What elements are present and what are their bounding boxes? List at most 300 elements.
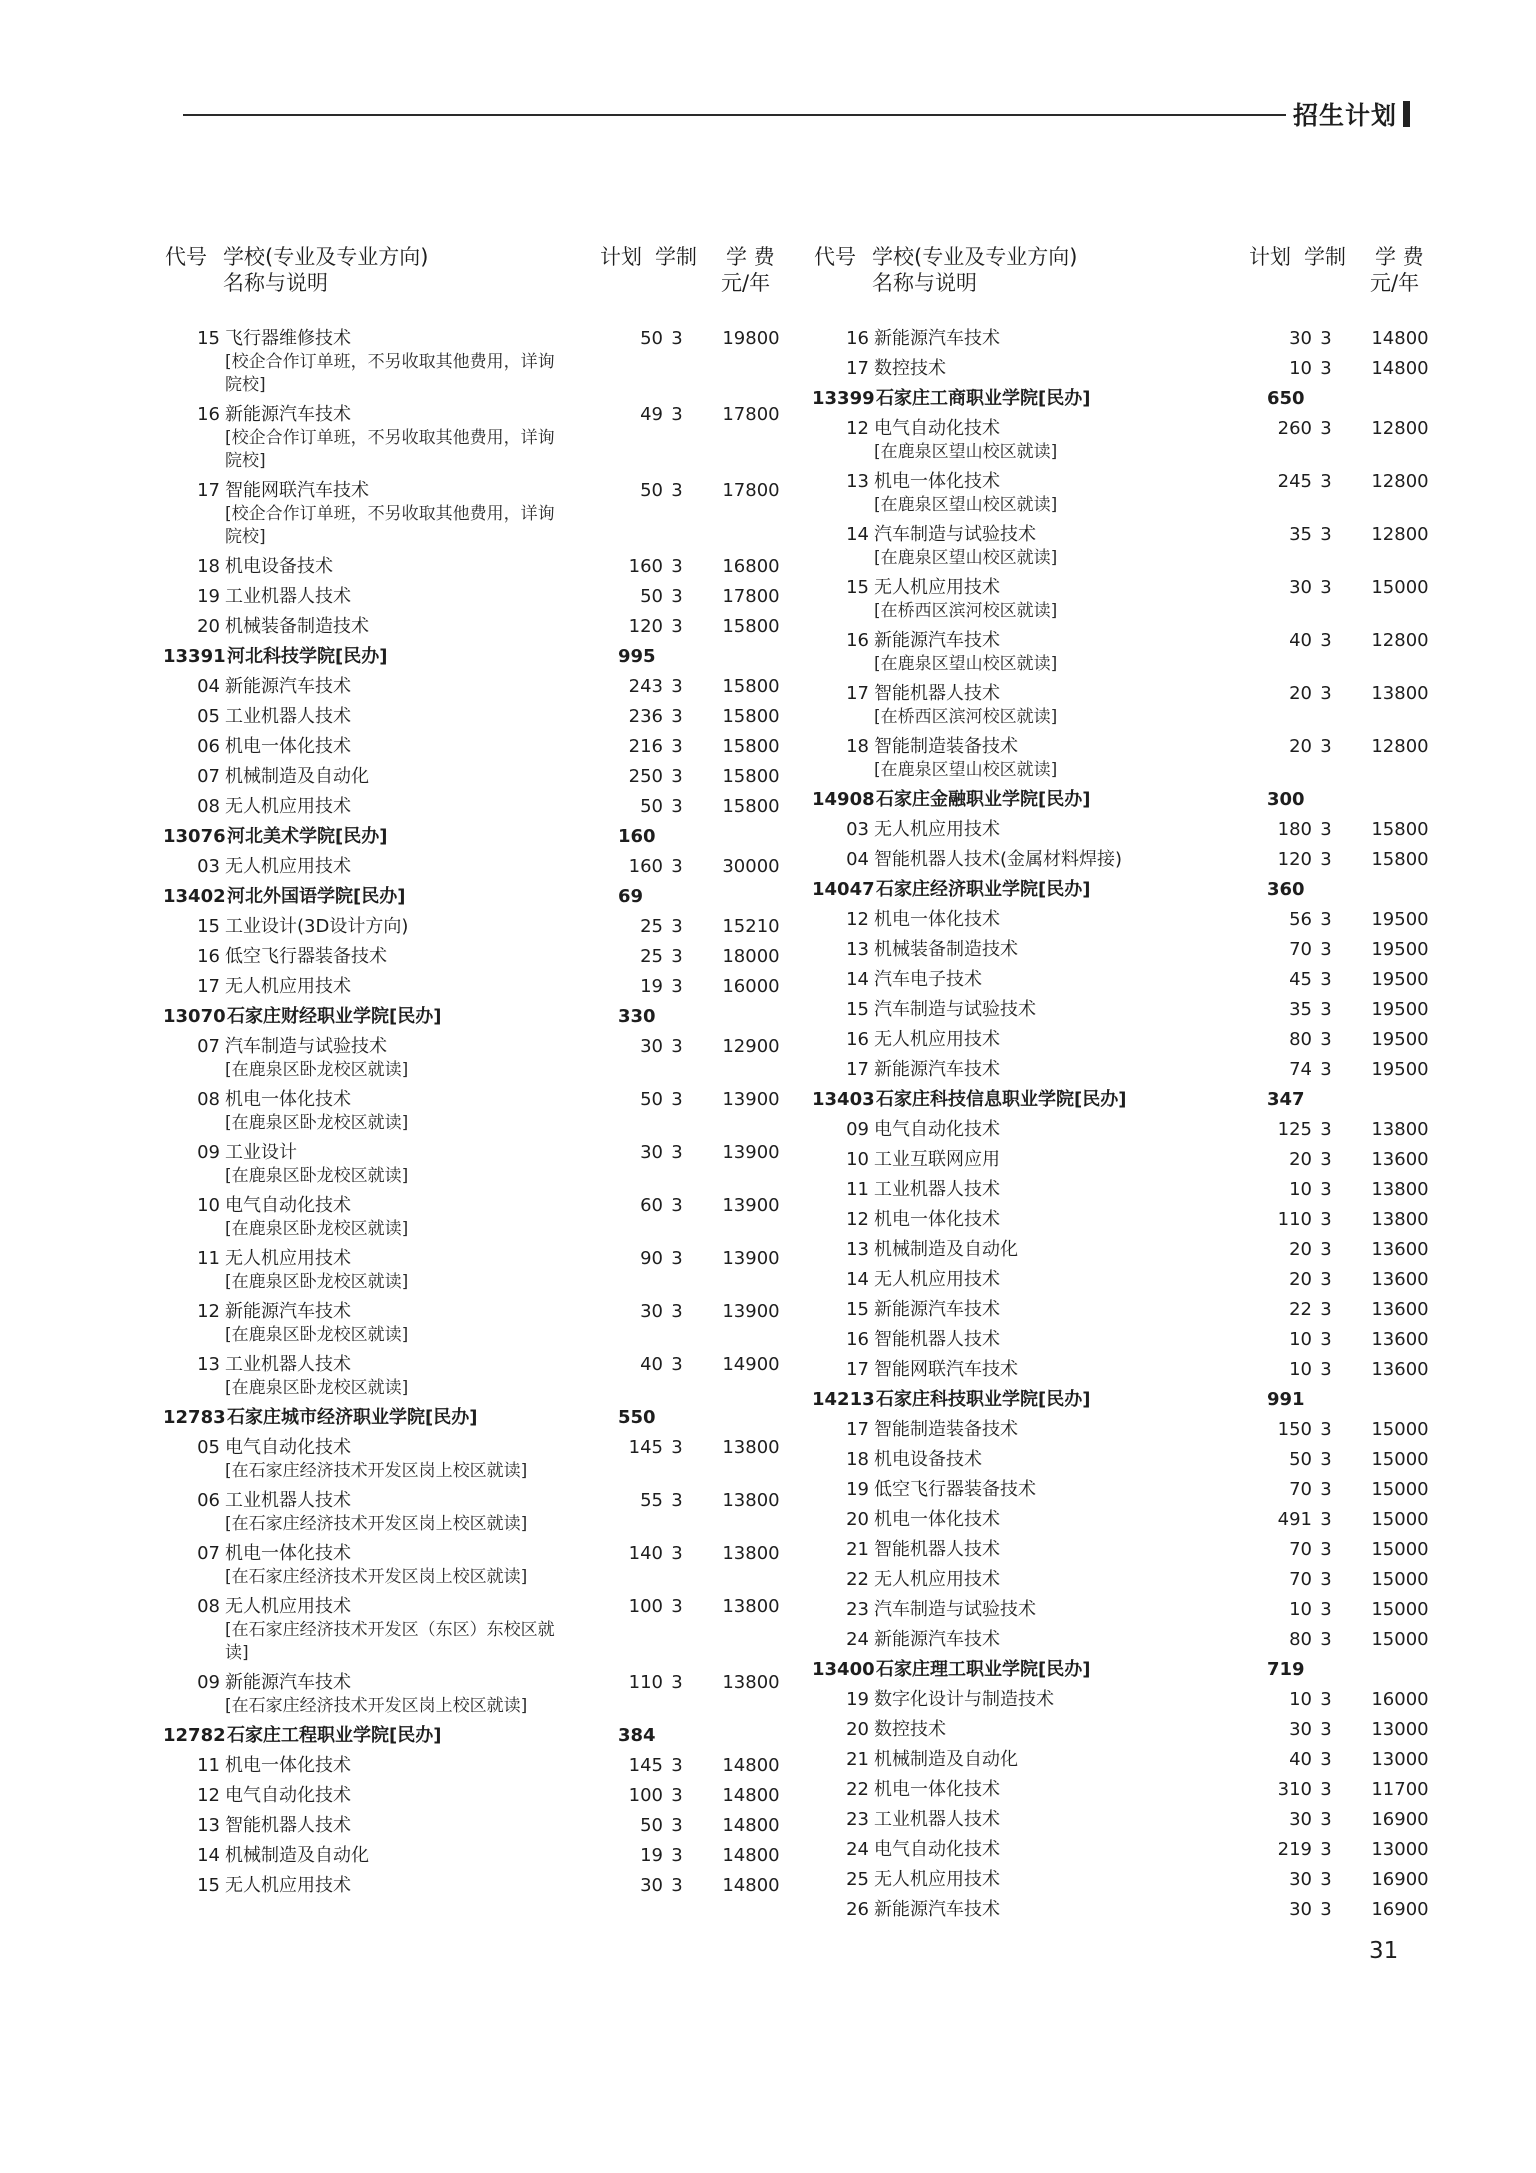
header-code: 代号 <box>165 245 207 269</box>
major-plan: 55 <box>640 1490 663 1511</box>
major-years: 3 <box>671 1596 683 1617</box>
major-row <box>812 324 1452 354</box>
major-fee: 14800 <box>1371 328 1429 349</box>
school-name: 石家庄城市经济职业学院[民办] <box>227 1407 478 1428</box>
major-fee: 14800 <box>722 1875 780 1896</box>
major-code: 21 <box>846 1749 869 1770</box>
school-row <box>163 882 803 912</box>
school-row <box>812 875 1452 905</box>
major-row <box>812 679 1452 709</box>
major-fee: 13800 <box>722 1437 780 1458</box>
major-fee: 19500 <box>1371 999 1429 1020</box>
major-name: 电气自动化技术 <box>874 1119 1000 1140</box>
major-name: 机电一体化技术 <box>874 1509 1000 1530</box>
major-code: 18 <box>197 556 220 577</box>
major-row <box>812 1505 1452 1535</box>
major-code: 14 <box>197 1845 220 1866</box>
major-row <box>812 995 1452 1025</box>
major-row <box>812 1115 1452 1145</box>
school-row <box>812 785 1452 815</box>
major-plan: 30 <box>1289 328 1312 349</box>
major-code: 15 <box>846 577 869 598</box>
major-years: 3 <box>1320 1449 1332 1470</box>
major-code: 15 <box>846 999 869 1020</box>
major-plan: 491 <box>1277 1509 1312 1530</box>
major-plan: 60 <box>640 1195 663 1216</box>
major-plan: 22 <box>1289 1299 1312 1320</box>
major-fee: 13600 <box>1371 1239 1429 1260</box>
major-row <box>812 1895 1452 1925</box>
school-name: 石家庄工程职业学院[民办] <box>227 1725 442 1746</box>
major-years: 3 <box>1320 1719 1332 1740</box>
major-note: [在鹿泉区望山校区就读] <box>874 442 1058 462</box>
major-row <box>163 1539 803 1569</box>
major-name: 电气自动化技术 <box>874 1839 1000 1860</box>
major-plan: 50 <box>1289 1449 1312 1470</box>
major-fee: 14800 <box>722 1785 780 1806</box>
major-fee: 17800 <box>722 404 780 425</box>
major-code: 05 <box>197 1437 220 1458</box>
school-code: 14213 <box>812 1389 875 1410</box>
major-plan: 70 <box>1289 1479 1312 1500</box>
header-fee: 学 费 <box>726 245 775 269</box>
major-row <box>163 1244 803 1274</box>
major-fee: 16000 <box>722 976 780 997</box>
school-code: 13070 <box>163 1006 226 1027</box>
major-name: 无人机应用技术 <box>874 577 1000 598</box>
header-years: 学制 <box>1304 245 1346 269</box>
major-row <box>163 1191 803 1221</box>
major-name: 电气自动化技术 <box>225 1785 351 1806</box>
major-fee: 16000 <box>1371 1689 1429 1710</box>
major-fee: 30000 <box>722 856 780 877</box>
major-row <box>812 845 1452 875</box>
major-plan: 70 <box>1289 1539 1312 1560</box>
major-fee: 15000 <box>1371 577 1429 598</box>
major-name: 电气自动化技术 <box>225 1437 351 1458</box>
major-name: 智能机器人技术 <box>874 683 1000 704</box>
major-fee: 13900 <box>722 1248 780 1269</box>
major-row <box>812 1715 1452 1745</box>
major-code: 15 <box>197 916 220 937</box>
major-plan: 74 <box>1289 1059 1312 1080</box>
school-code: 12782 <box>163 1725 226 1746</box>
major-years: 3 <box>1320 1119 1332 1140</box>
major-fee: 15000 <box>1371 1539 1429 1560</box>
major-note: [校企合作订单班，不另收取其他费用，详询院校] <box>225 352 555 395</box>
major-years: 3 <box>1320 1149 1332 1170</box>
major-plan: 10 <box>1289 1329 1312 1350</box>
major-name: 智能制造装备技术 <box>874 1419 1018 1440</box>
major-fee: 16900 <box>1371 1809 1429 1830</box>
school-plan: 719 <box>1267 1659 1305 1680</box>
major-code: 07 <box>197 1036 220 1057</box>
major-note: [在石家庄经济技术开发区岗上校区就读] <box>225 1514 528 1534</box>
major-row <box>812 1775 1452 1805</box>
major-name: 电气自动化技术 <box>225 1195 351 1216</box>
school-code: 12783 <box>163 1407 226 1428</box>
major-years: 3 <box>671 1036 683 1057</box>
major-code: 09 <box>197 1142 220 1163</box>
major-name: 无人机应用技术 <box>225 856 351 877</box>
major-plan: 50 <box>640 1815 663 1836</box>
major-fee: 13900 <box>722 1195 780 1216</box>
major-code: 15 <box>197 1875 220 1896</box>
major-code: 12 <box>197 1785 220 1806</box>
major-fee: 15800 <box>722 676 780 697</box>
major-row <box>812 1355 1452 1385</box>
section-bar <box>1403 101 1410 127</box>
major-years: 3 <box>671 480 683 501</box>
major-code: 16 <box>197 404 220 425</box>
major-row <box>812 1865 1452 1895</box>
major-code: 05 <box>197 706 220 727</box>
major-name: 机电一体化技术 <box>225 1089 351 1110</box>
school-name: 河北外国语学院[民办] <box>227 886 406 907</box>
major-years: 3 <box>671 1354 683 1375</box>
major-plan: 30 <box>640 1142 663 1163</box>
major-years: 3 <box>1320 849 1332 870</box>
major-years: 3 <box>671 1875 683 1896</box>
major-plan: 35 <box>1289 999 1312 1020</box>
major-plan: 120 <box>628 616 663 637</box>
major-years: 3 <box>1320 969 1332 990</box>
major-name: 智能机器人技术(金属材料焊接) <box>874 849 1123 870</box>
major-years: 3 <box>1320 1479 1332 1500</box>
major-plan: 145 <box>628 1755 663 1776</box>
major-code: 18 <box>846 736 869 757</box>
major-row <box>163 972 803 1002</box>
major-plan: 90 <box>640 1248 663 1269</box>
school-plan: 69 <box>618 886 644 907</box>
major-name: 汽车电子技术 <box>874 969 982 990</box>
major-name: 机械装备制造技术 <box>874 939 1018 960</box>
major-years: 3 <box>1320 1689 1332 1710</box>
major-name: 机械制造及自动化 <box>874 1749 1018 1770</box>
major-code: 13 <box>846 939 869 960</box>
major-years: 3 <box>1320 1179 1332 1200</box>
major-code: 18 <box>846 1449 869 1470</box>
major-fee: 12800 <box>1371 736 1429 757</box>
major-name: 新能源汽车技术 <box>874 630 1000 651</box>
major-fee: 19500 <box>1371 1059 1429 1080</box>
major-fee: 13800 <box>1371 1179 1429 1200</box>
school-code: 13403 <box>812 1089 875 1110</box>
major-years: 3 <box>1320 939 1332 960</box>
major-years: 3 <box>1320 1569 1332 1590</box>
major-name: 智能网联汽车技术 <box>225 480 369 501</box>
major-code: 11 <box>846 1179 869 1200</box>
major-plan: 20 <box>1289 1239 1312 1260</box>
major-years: 3 <box>1320 418 1332 439</box>
major-note: [校企合作订单班，不另收取其他费用，详询院校] <box>225 428 555 471</box>
major-row <box>812 1235 1452 1265</box>
major-row <box>812 1205 1452 1235</box>
major-note: [在石家庄经济技术开发区岗上校区就读] <box>225 1696 528 1716</box>
major-plan: 10 <box>1289 1689 1312 1710</box>
major-note: [在鹿泉区卧龙校区就读] <box>225 1272 409 1292</box>
major-fee: 15800 <box>722 706 780 727</box>
major-fee: 19500 <box>1371 1029 1429 1050</box>
major-row <box>163 324 803 354</box>
major-name: 新能源汽车技术 <box>225 404 351 425</box>
major-name: 新能源汽车技术 <box>225 1672 351 1693</box>
major-name: 机电一体化技术 <box>874 1209 1000 1230</box>
major-code: 14 <box>846 524 869 545</box>
major-code: 13 <box>197 1815 220 1836</box>
major-fee: 15000 <box>1371 1509 1429 1530</box>
major-row <box>163 1592 803 1622</box>
major-years: 3 <box>1320 1509 1332 1530</box>
major-plan: 56 <box>1289 909 1312 930</box>
major-fee: 15800 <box>722 766 780 787</box>
major-name: 新能源汽车技术 <box>874 1899 1000 1920</box>
major-code: 21 <box>846 1539 869 1560</box>
major-fee: 15800 <box>722 796 780 817</box>
major-name: 工业机器人技术 <box>225 586 351 607</box>
major-row <box>812 1025 1452 1055</box>
major-plan: 25 <box>640 916 663 937</box>
major-name: 机电设备技术 <box>874 1449 982 1470</box>
major-years: 3 <box>671 1301 683 1322</box>
header-name-sub: 名称与说明 <box>223 271 328 295</box>
school-name: 石家庄工商职业学院[民办] <box>876 388 1091 409</box>
major-code: 16 <box>846 328 869 349</box>
major-fee: 13000 <box>1371 1749 1429 1770</box>
major-name: 无人机应用技术 <box>225 1875 351 1896</box>
major-plan: 10 <box>1289 1179 1312 1200</box>
major-row <box>812 1145 1452 1175</box>
major-row <box>163 552 803 582</box>
major-row <box>812 626 1452 656</box>
major-years: 3 <box>671 766 683 787</box>
major-fee: 17800 <box>722 480 780 501</box>
major-fee: 15000 <box>1371 1629 1429 1650</box>
major-plan: 40 <box>640 1354 663 1375</box>
major-code: 04 <box>197 676 220 697</box>
major-years: 3 <box>1320 358 1332 379</box>
header-name-sub: 名称与说明 <box>872 271 977 295</box>
school-plan: 991 <box>1267 1389 1305 1410</box>
major-row <box>163 762 803 792</box>
major-plan: 20 <box>1289 736 1312 757</box>
major-years: 3 <box>671 676 683 697</box>
major-fee: 13000 <box>1371 1719 1429 1740</box>
major-code: 06 <box>197 736 220 757</box>
major-plan: 120 <box>1277 849 1312 870</box>
major-years: 3 <box>671 976 683 997</box>
major-name: 机械制造及自动化 <box>225 766 369 787</box>
major-name: 无人机应用技术 <box>225 796 351 817</box>
major-note: [在石家庄经济技术开发区岗上校区就读] <box>225 1461 528 1481</box>
header-years: 学制 <box>655 245 697 269</box>
school-code: 14908 <box>812 789 875 810</box>
major-years: 3 <box>671 946 683 967</box>
school-plan: 330 <box>618 1006 656 1027</box>
school-name: 河北美术学院[民办] <box>227 826 388 847</box>
major-plan: 10 <box>1289 1359 1312 1380</box>
major-row <box>163 942 803 972</box>
major-code: 19 <box>846 1479 869 1500</box>
school-plan: 347 <box>1267 1089 1305 1110</box>
major-code: 20 <box>846 1509 869 1530</box>
major-years: 3 <box>671 328 683 349</box>
major-fee: 11700 <box>1371 1779 1429 1800</box>
major-name: 无人机应用技术 <box>874 1269 1000 1290</box>
major-row <box>163 672 803 702</box>
major-code: 17 <box>846 1059 869 1080</box>
major-row <box>812 935 1452 965</box>
major-fee: 14800 <box>1371 358 1429 379</box>
major-fee: 13900 <box>722 1301 780 1322</box>
school-row <box>163 1002 803 1032</box>
major-fee: 19800 <box>722 328 780 349</box>
major-plan: 236 <box>628 706 663 727</box>
major-note: [在鹿泉区卧龙校区就读] <box>225 1060 409 1080</box>
major-name: 汽车制造与试验技术 <box>874 999 1036 1020</box>
major-row <box>163 1871 803 1901</box>
major-code: 17 <box>846 1419 869 1440</box>
major-name: 电气自动化技术 <box>874 418 1000 439</box>
header-fee-unit: 元/年 <box>721 271 771 295</box>
major-plan: 125 <box>1277 1119 1312 1140</box>
major-plan: 19 <box>640 1845 663 1866</box>
major-code: 20 <box>197 616 220 637</box>
major-code: 20 <box>846 1719 869 1740</box>
major-code: 15 <box>197 328 220 349</box>
major-row <box>163 1841 803 1871</box>
major-name: 新能源汽车技术 <box>874 1059 1000 1080</box>
major-code: 13 <box>197 1354 220 1375</box>
major-note: [校企合作订单班，不另收取其他费用，详询院校] <box>225 504 555 547</box>
major-code: 19 <box>197 586 220 607</box>
major-row <box>812 1535 1452 1565</box>
major-fee: 15000 <box>1371 1419 1429 1440</box>
major-years: 3 <box>671 1785 683 1806</box>
major-row <box>812 1415 1452 1445</box>
major-name: 汽车制造与试验技术 <box>874 524 1036 545</box>
major-row <box>812 1835 1452 1865</box>
major-code: 08 <box>197 1089 220 1110</box>
major-row <box>812 1625 1452 1655</box>
major-fee: 16900 <box>1371 1869 1429 1890</box>
major-row <box>812 965 1452 995</box>
major-row <box>812 1805 1452 1835</box>
major-plan: 35 <box>1289 524 1312 545</box>
major-row <box>163 912 803 942</box>
section-label: 招生计划 <box>1293 101 1398 130</box>
major-row <box>163 1350 803 1380</box>
major-code: 24 <box>846 1839 869 1860</box>
major-code: 25 <box>846 1869 869 1890</box>
major-code: 26 <box>846 1899 869 1920</box>
major-note: [在鹿泉区望山校区就读] <box>874 495 1058 515</box>
major-name: 机电一体化技术 <box>874 1779 1000 1800</box>
major-row <box>163 792 803 822</box>
major-years: 3 <box>1320 909 1332 930</box>
major-code: 12 <box>197 1301 220 1322</box>
school-code: 13399 <box>812 388 875 409</box>
major-fee: 12800 <box>1371 524 1429 545</box>
major-years: 3 <box>671 586 683 607</box>
major-code: 15 <box>846 1299 869 1320</box>
major-name: 无人机应用技术 <box>874 1569 1000 1590</box>
major-years: 3 <box>1320 1359 1332 1380</box>
school-code: 13391 <box>163 646 226 667</box>
major-note: [在鹿泉区卧龙校区就读] <box>225 1166 409 1186</box>
major-name: 工业机器人技术 <box>874 1179 1000 1200</box>
major-plan: 243 <box>628 676 663 697</box>
major-fee: 13600 <box>1371 1299 1429 1320</box>
major-code: 23 <box>846 1809 869 1830</box>
major-plan: 19 <box>640 976 663 997</box>
school-name: 石家庄科技信息职业学院[民办] <box>876 1089 1127 1110</box>
major-fee: 12800 <box>1371 630 1429 651</box>
major-row <box>163 400 803 430</box>
major-code: 17 <box>197 976 220 997</box>
major-fee: 19500 <box>1371 939 1429 960</box>
major-name: 机电一体化技术 <box>874 471 1000 492</box>
major-name: 无人机应用技术 <box>874 1869 1000 1890</box>
school-row <box>163 822 803 852</box>
major-code: 09 <box>197 1672 220 1693</box>
major-name: 机电一体化技术 <box>225 736 351 757</box>
major-fee: 19500 <box>1371 909 1429 930</box>
major-name: 智能机器人技术 <box>874 1539 1000 1560</box>
school-row <box>812 1385 1452 1415</box>
major-years: 3 <box>1320 630 1332 651</box>
major-code: 07 <box>197 1543 220 1564</box>
major-code: 06 <box>197 1490 220 1511</box>
major-plan: 150 <box>1277 1419 1312 1440</box>
major-name: 工业设计 <box>225 1142 297 1163</box>
major-years: 3 <box>1320 1419 1332 1440</box>
major-row <box>812 1475 1452 1505</box>
major-plan: 30 <box>1289 577 1312 598</box>
school-plan: 300 <box>1267 789 1305 810</box>
major-years: 3 <box>671 856 683 877</box>
header-fee: 学 费 <box>1375 245 1424 269</box>
major-name: 无人机应用技术 <box>225 1248 351 1269</box>
right-column <box>812 244 1452 1925</box>
school-row <box>163 642 803 672</box>
major-code: 16 <box>846 1329 869 1350</box>
column-header <box>163 244 803 324</box>
major-years: 3 <box>671 616 683 637</box>
major-years: 3 <box>1320 1899 1332 1920</box>
major-fee: 12800 <box>1371 471 1429 492</box>
major-plan: 20 <box>1289 1149 1312 1170</box>
major-code: 13 <box>846 471 869 492</box>
major-row <box>163 852 803 882</box>
major-years: 3 <box>671 1490 683 1511</box>
major-code: 19 <box>846 1689 869 1710</box>
school-code: 14047 <box>812 879 875 900</box>
major-name: 无人机应用技术 <box>874 1029 1000 1050</box>
left-column <box>163 244 803 1901</box>
major-years: 3 <box>1320 1809 1332 1830</box>
major-row <box>812 1295 1452 1325</box>
school-row <box>812 384 1452 414</box>
major-code: 10 <box>197 1195 220 1216</box>
major-years: 3 <box>671 404 683 425</box>
major-years: 3 <box>1320 1749 1332 1770</box>
major-years: 3 <box>671 1755 683 1776</box>
major-plan: 310 <box>1277 1779 1312 1800</box>
major-name: 机电一体化技术 <box>874 909 1000 930</box>
major-fee: 14800 <box>722 1845 780 1866</box>
major-fee: 13000 <box>1371 1839 1429 1860</box>
